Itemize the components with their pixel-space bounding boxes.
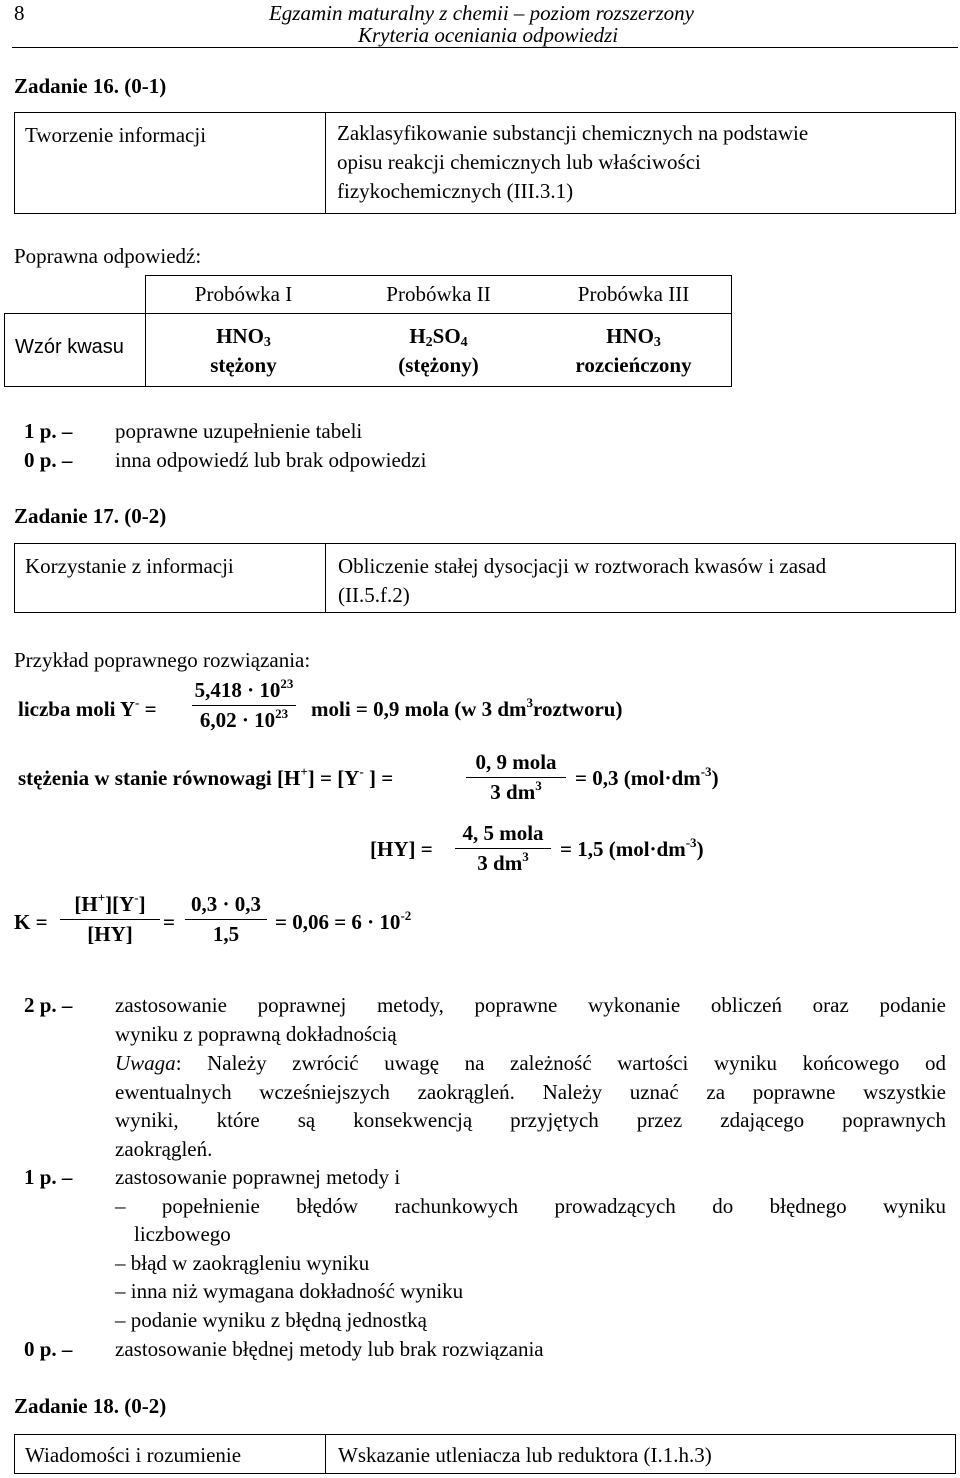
req-desc-line2: opisu reakcji chemicznych lub właściwości [337,150,701,174]
score-2-line4: ewentualnych wcześniejszych zaokrągleń. Należy uznać za poprawne wszystkie [115,1080,946,1104]
answer-label: Poprawna odpowiedź: [14,244,202,268]
score-2-line3: Uwaga: Należy zwrócić uwagę na zależność wartości wyniku końcowego od [115,1051,946,1075]
score-1b-bullet1-cont: liczbowego [134,1222,231,1246]
score-2-line1: zastosowanie poprawnej metody, poprawne wykonanie obliczeń oraz podanie [115,993,946,1017]
req-category: Tworzenie informacji [25,123,207,147]
score-1b-bullet2: – błąd w zaokrągleniu wyniku [115,1251,370,1275]
eq4-equals: = [163,910,175,934]
task-17-requirements [14,543,956,613]
task-17-title: Zadanie 17. (0-2) [14,504,167,528]
eq2-fraction: 0, 9 mola 3 $dm^3$ [466,750,566,805]
answer-table-row [4,313,732,387]
eq4-fraction-2: $\frac{0,3 \cdot 0,3}{1,5}$ [185,892,267,947]
score-0b-line1: zastosowanie błędnej metody lub brak rozwiązania [115,1337,544,1361]
eq4-result: = $0,06 = 6 \cdot 10^{-2}$ [275,908,412,934]
task-18-title: Zadanie 18. (0-2) [14,1394,167,1418]
eq1-prefix: liczba moli Y- = [18,695,157,721]
score-2-line6: zaokrągleń. [115,1137,213,1161]
score-2-points: 2 p. – [24,993,73,1017]
eq1-suffix: moli = 0,9 mola (w 3 $dm^3roztworu$) [311,695,623,721]
score-0-points: 0 p. – [24,448,73,472]
req-category: Wiadomości i rozumienie [25,1443,242,1467]
score-1-text: poprawne uzupełnienie tabeli [115,419,363,443]
eq1-fraction: $\frac{5,418 \cdot 10^{23}}{6,02 \cdot 10^{23}}$ [192,678,296,733]
eq2-result: = 0,3 $(mol\cdot dm^{-3})$ [575,764,719,790]
answer-table-header [145,275,732,313]
header-title: Egzamin maturalny z chemii – poziom rozszerzony [268,1,694,25]
score-0-text: inna odpowiedź lub brak odpowiedzi [115,448,427,472]
row-label: Wzór kwasu [15,336,124,358]
req-desc-line3: fizykochemicznych (III.3.1) [337,179,574,203]
req-desc: Wskazanie utleniacza lub reduktora (I.1.h.3) [338,1443,712,1467]
task-16-requirements [14,112,956,214]
req-category: Korzystanie z informacji [25,554,234,578]
answer-cell-1: $HNO_3$ stężony [210,324,277,377]
page-number: 8 [14,1,25,25]
task-16-title: Zadanie 16. (0-1) [14,74,167,98]
eq3-result: = 1,5 $(mol\cdot dm^{-3})$ [560,835,704,861]
score-1b-line1: zastosowanie poprawnej metody i [115,1165,401,1189]
eq2-prefix: stężenia w stanie równowagi [H+] = [Y- ] = [18,764,394,790]
example-label: Przykład poprawnego rozwiązania: [14,648,311,672]
score-1b-points: 1 p. – [24,1165,73,1189]
eq4-k: K = [14,910,48,934]
score-1-points: 1 p. – [24,419,73,443]
header-subtitle: Kryteria oceniania odpowiedzi [358,23,619,47]
task-18-requirements [14,1434,956,1474]
col-header-3: Probówka III [577,282,690,306]
score-1b-bullet3: – inna niż wymagana dokładność wyniku [115,1279,464,1303]
score-1b-bullet1: – popełnienie błędów rachunkowych prowadzących do błędnego wyniku [115,1194,946,1218]
req-desc-line1: Zaklasyfikowanie substancji chemicznych na podstawie [337,121,809,145]
answer-cell-2: $H_2SO_4$ (stężony) [398,324,479,377]
eq3-fraction: 4, 5 mola 3 $dm^3$ [455,821,551,876]
score-1b-bullet4: – podanie wyniku z błędną jednostką [115,1308,428,1332]
col-header-1: Probówka I [194,282,293,306]
eq4-fraction-1: $\frac{[H^+][Y^-]}{[HY]}$ [60,892,160,947]
req-desc-line1: Obliczenie stałej dysocjacji w roztworach kwasów i zasad [338,554,827,578]
col-header-2: Probówka II [386,282,491,306]
answer-cell-3: $HNO_3$ rozcieńczony [575,324,692,377]
score-0b-points: 0 p. – [24,1337,73,1361]
req-desc-line2: (II.5.f.2) [338,583,410,607]
score-2-line2: wyniku z poprawną dokładnością [115,1022,397,1046]
header-rule [12,47,958,48]
score-2-line5: wyniki, które są konsekwencją przyjętych przez zdającego poprawnych [115,1108,946,1132]
eq3-prefix: [HY] = [370,837,433,861]
